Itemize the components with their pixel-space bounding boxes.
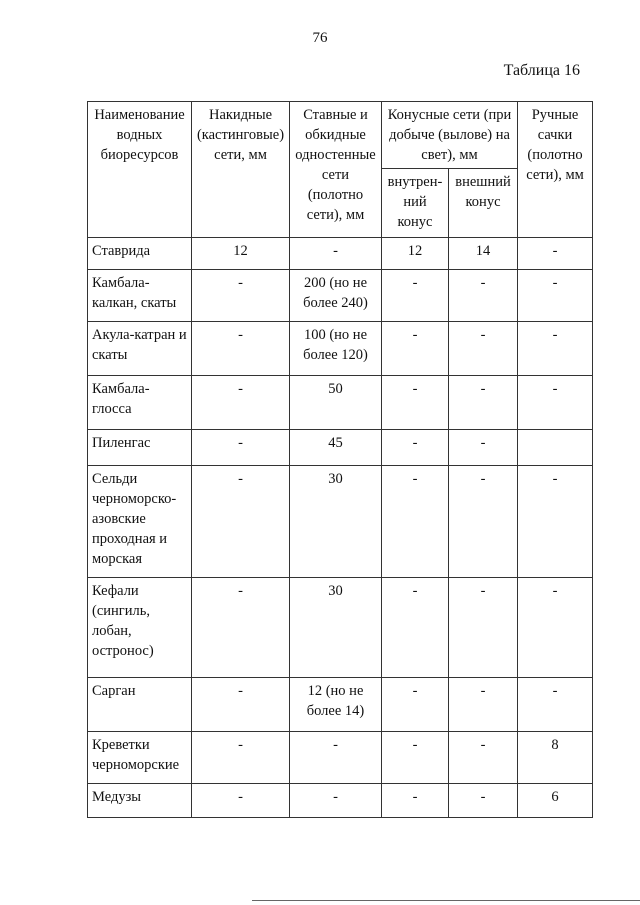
cell-fixed-nets: - <box>290 238 382 270</box>
cell-fixed-nets: 50 <box>290 376 382 430</box>
table-caption: Таблица 16 <box>503 62 580 79</box>
cell-species: Креветки черноморские <box>88 732 192 784</box>
cell-hand-nets: - <box>518 466 593 578</box>
cell-cast-nets: - <box>192 578 290 678</box>
cell-cone-outer: - <box>449 376 518 430</box>
page-number: 76 <box>312 30 328 46</box>
cell-fixed-nets: 30 <box>290 578 382 678</box>
cell-cone-outer: 14 <box>449 238 518 270</box>
page-bottom-rule <box>252 900 640 901</box>
cell-species: Камбала-калкан, скаты <box>88 270 192 322</box>
cell-cast-nets: 12 <box>192 238 290 270</box>
cell-fixed-nets: - <box>290 784 382 818</box>
cell-fixed-nets: 30 <box>290 466 382 578</box>
cell-hand-nets <box>518 430 593 466</box>
table-row <box>88 270 593 322</box>
header-cone-nets: Конусные сети (при добыче (вылове) на свет), мм <box>382 102 518 169</box>
header-species: Наименование водных биоресурсов <box>88 102 192 238</box>
header-hand-nets: Ручные сачки (полотно сети), мм <box>518 102 593 238</box>
header-cone-inner: внутрен-ний конус <box>382 169 449 238</box>
table-body <box>88 238 593 818</box>
cell-fixed-nets: 100 (но не более 120) <box>290 322 382 376</box>
cell-cone-inner: - <box>382 578 449 678</box>
table-row <box>88 322 593 376</box>
cell-cone-outer: - <box>449 430 518 466</box>
cell-species: Пиленгас <box>88 430 192 466</box>
table-row <box>88 238 593 270</box>
cell-cone-outer: - <box>449 270 518 322</box>
header-cone-outer: внешний конус <box>449 169 518 238</box>
cell-hand-nets: - <box>518 376 593 430</box>
mesh-size-table <box>87 101 593 818</box>
cell-species: Сарган <box>88 678 192 732</box>
cell-species: Кефали (сингиль, лобан, остронос) <box>88 578 192 678</box>
cell-cone-inner: - <box>382 322 449 376</box>
cell-cast-nets: - <box>192 430 290 466</box>
cell-cone-outer: - <box>449 732 518 784</box>
cell-cone-inner: - <box>382 376 449 430</box>
cell-cone-inner: - <box>382 732 449 784</box>
cell-cone-inner: - <box>382 466 449 578</box>
cell-cast-nets: - <box>192 376 290 430</box>
cell-species: Ставрида <box>88 238 192 270</box>
table-row <box>88 784 593 818</box>
cell-cast-nets: - <box>192 784 290 818</box>
cell-cone-outer: - <box>449 678 518 732</box>
cell-hand-nets: - <box>518 578 593 678</box>
header-row <box>88 102 593 169</box>
cell-cone-outer: - <box>449 578 518 678</box>
cell-cone-outer: - <box>449 784 518 818</box>
cell-cone-outer: - <box>449 322 518 376</box>
cell-fixed-nets: 12 (но не более 14) <box>290 678 382 732</box>
cell-species: Сельди черноморско-азовские проходная и морская <box>88 466 192 578</box>
table-row <box>88 678 593 732</box>
cell-cast-nets: - <box>192 732 290 784</box>
cell-hand-nets: 8 <box>518 732 593 784</box>
cell-cone-inner: - <box>382 678 449 732</box>
cell-hand-nets: - <box>518 270 593 322</box>
cell-cast-nets: - <box>192 270 290 322</box>
header-fixed-nets: Ставные и обкидные одностенные сети (полотно сети), мм <box>290 102 382 238</box>
cell-hand-nets: 6 <box>518 784 593 818</box>
cell-hand-nets: - <box>518 238 593 270</box>
table-row <box>88 376 593 430</box>
cell-fixed-nets: 200 (но не более 240) <box>290 270 382 322</box>
cell-hand-nets: - <box>518 322 593 376</box>
cell-cone-outer: - <box>449 466 518 578</box>
cell-cone-inner: 12 <box>382 238 449 270</box>
table-row <box>88 578 593 678</box>
cell-cast-nets: - <box>192 678 290 732</box>
cell-cone-inner: - <box>382 784 449 818</box>
cell-species: Медузы <box>88 784 192 818</box>
cell-cone-inner: - <box>382 270 449 322</box>
header-cast-nets: Накидные (кастинговые) сети, мм <box>192 102 290 238</box>
cell-species: Акула-катран и скаты <box>88 322 192 376</box>
cell-species: Камбала-глосса <box>88 376 192 430</box>
cell-cast-nets: - <box>192 466 290 578</box>
table-row <box>88 732 593 784</box>
cell-hand-nets: - <box>518 678 593 732</box>
cell-fixed-nets: - <box>290 732 382 784</box>
table-row <box>88 430 593 466</box>
cell-cone-inner: - <box>382 430 449 466</box>
cell-fixed-nets: 45 <box>290 430 382 466</box>
table-row <box>88 466 593 578</box>
cell-cast-nets: - <box>192 322 290 376</box>
